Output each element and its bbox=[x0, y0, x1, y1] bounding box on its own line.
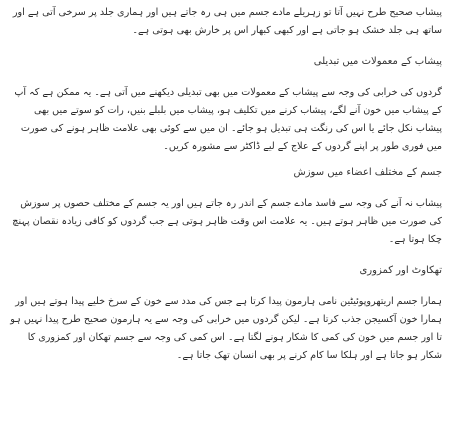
heading-body-swelling: جسم کے مختلف اعضاء میں سوزش bbox=[293, 167, 442, 178]
paragraph-urination-changes: گردوں کی خرابی کی وجہ سے پیشاب کے معمولات میں بھی تبدیلی دیکھنے میں آتی ہے۔ یہ ممکن ہے کہ آپ کے پیشاب میں خون آنے لگے، پیشاب کرنے میں تکلیف ہو، پیشاب میں بلبلے بنیں، رات کو سوتے میں بھی پیشاب نکل جائے یا اس کی رنگت ہی تبدیل ہو جائے۔ ان میں سے کوئی بھی علامت ظاہر ہونے کی صورت میں فوری طور پر اپنے گردوں کے علاج کے لیے ڈاکٹر سے مشورہ کریں۔ bbox=[14, 87, 442, 152]
paragraph-body-swelling: پیشاب نہ آنے کی وجہ سے فاسد مادے جسم کے اندر رہ جاتے ہیں اور یہ جسم کے مختلف حصوں پر سوزش کی صورت میں ظاہر ہوتے ہیں۔ یہ علامت اس وقت ظاہر ہوتی ہے جب گردوں کو کافی زیادہ نقصان پہنچ چکا ہوتا ہے۔ bbox=[12, 198, 442, 245]
paragraph-fatigue-weakness: ہمارا جسم اریتھروپوئیٹین نامی ہارمون پیدا کرتا ہے جس کی مدد سے خون کے سرخ خلیے پیدا ہوتے ہیں اور ہمارا خون آکسیجن جذب کرتا ہے۔ لیکن گردوں میں خرابی کی وجہ سے یہ ہارمون صحیح طرح پیدا نہیں ہو تا اور جسم میں خون کی کمی کا شکار ہونے لگتا ہے۔ اس کمی کی وجہ سے جسم تھکان اور کمزوری کا شکار ہو جاتا ہے اور ہلکا سا کام کرنے پر بھی انسان تھک جاتا ہے۔ bbox=[10, 296, 442, 361]
heading-fatigue-weakness: تھکاوٹ اور کمزوری bbox=[359, 265, 442, 276]
paragraph-skin-symptoms: پیشاب صحیح طرح نہیں آتا تو زہریلے مادے جسم میں ہی رہ جاتے ہیں اور ہماری جلد پر سرخی آتی ہے اور ساتھ ہی جلد خشک ہو جاتی ہے اور کبھی کبھار اس پر خارش بھی ہوتی ہے۔ bbox=[12, 7, 442, 36]
heading-urination-changes: پیشاب کے معمولات میں تبدیلی bbox=[313, 56, 442, 67]
